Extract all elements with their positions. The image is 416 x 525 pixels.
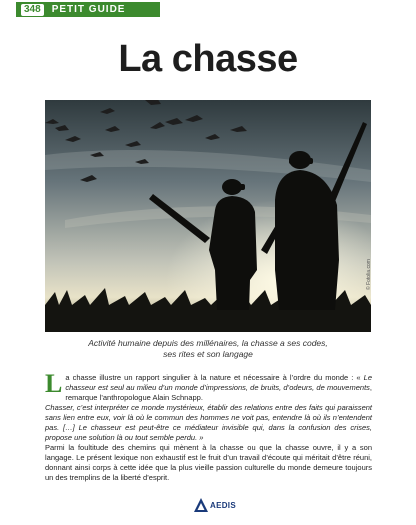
intro-p1-start: a chasse illustre un rapport singulier à la nature et nécessaire à l’ordre du monde : « — [65, 373, 364, 382]
series-header — [16, 2, 160, 17]
caption-line-1: Activité humaine depuis des millénaires, la chasse a ses codes, — [88, 338, 328, 348]
intro-p1-quote: Le chasseur est seul au milieu d’un monde d’impressions, de bruits, d’odeurs, de mouvements — [65, 373, 372, 392]
intro-p1-end: , remarque l’anthropologue Alain Schnapp. — [65, 383, 372, 402]
cover-photo — [45, 100, 371, 332]
publisher-logo-icon — [193, 497, 209, 513]
photo-caption — [70, 338, 346, 360]
publisher-name: AEDIS — [210, 500, 236, 510]
publisher-logo — [193, 497, 236, 513]
series-name: PETIT GUIDE — [51, 4, 126, 15]
intro-p2-quote: Chasser, c’est interpréter ce monde mystérieux, établir des relations entre des faits qui paraissent sans lien entre eux, voir là où le commun des hommes ne voit pas, entendre là où ils n’entendent pas. […] Le chasseur est peut-être ce médiateur invisible qui, dans la confusion des crises, propose une solution là ou tout semble perdu. » — [45, 403, 372, 442]
page-title: La chasse — [118, 38, 298, 80]
intro-paragraph-2 — [45, 403, 372, 443]
intro-paragraph-3: Parmi la foultitude des chemins qui mènent à la chasse ou que la chasse ouvre, il y a son langage. Le présent lexique non exhaustif est le fruit d’un travail d’écoute qui méritait d’être réuni, donnant ainsi corps à cette idée que la plus vieille passion culturelle du monde demeure toujours un des tremplins de la liberté d’esprit. — [45, 443, 372, 482]
intro-text — [45, 369, 372, 483]
photo-credit: © Fotolia.com — [366, 259, 372, 290]
drop-cap: L — [45, 369, 63, 398]
intro-paragraph-1 — [45, 369, 372, 403]
caption-line-2: ses rites et son langage — [163, 349, 253, 359]
guide-number: 348 — [21, 4, 44, 16]
